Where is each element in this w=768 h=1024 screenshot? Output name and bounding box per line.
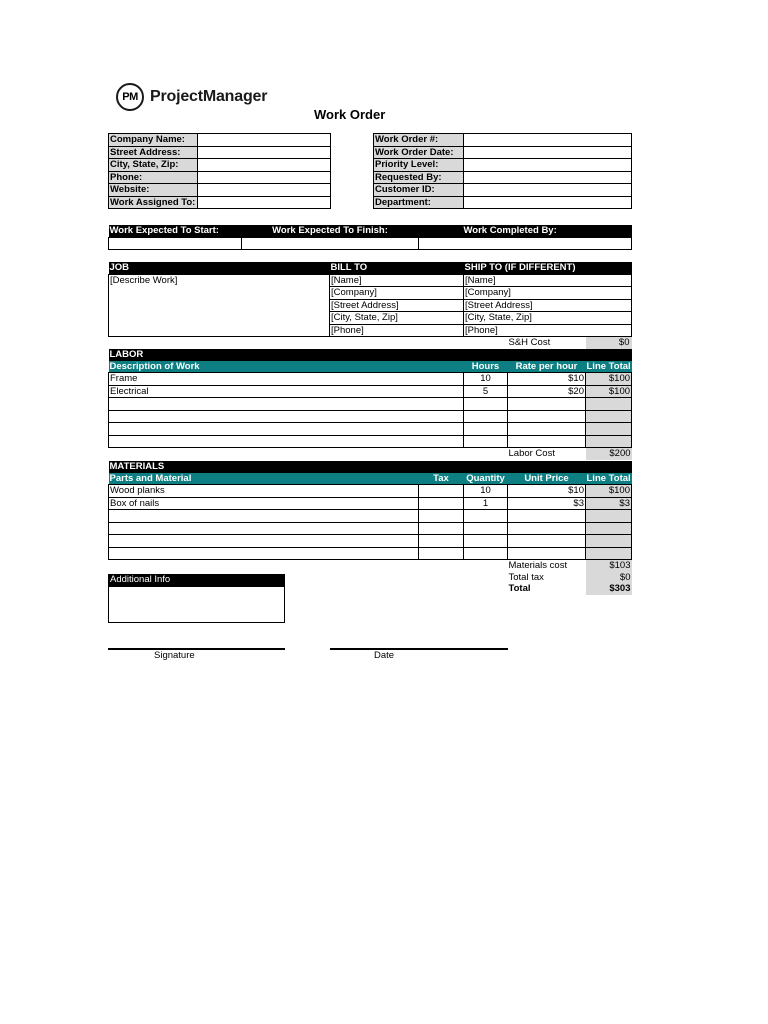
labor-desc-field[interactable] [109, 410, 464, 423]
col-description: Description of Work [109, 361, 464, 373]
bill-to-field[interactable]: [Name] [330, 274, 464, 287]
tax-field[interactable] [419, 510, 464, 523]
labor-rate-field[interactable] [508, 435, 586, 448]
spacer [109, 448, 464, 460]
order-row [374, 196, 632, 209]
parts-field[interactable] [109, 547, 419, 560]
totals-row [109, 560, 632, 572]
quantity-field[interactable] [464, 510, 508, 523]
labor-header-row [109, 349, 632, 361]
spacer [464, 583, 508, 595]
quantity-field[interactable]: 1 [464, 497, 508, 510]
company-label: Street Address: [109, 146, 198, 159]
bill-to-field[interactable]: [Company] [330, 287, 464, 300]
sh-cost-label: S&H Cost [508, 337, 551, 348]
order-value-field[interactable] [464, 196, 632, 209]
spacer [419, 583, 464, 595]
labor-row [109, 435, 632, 448]
quantity-field[interactable]: 10 [464, 485, 508, 498]
company-label: Website: [109, 184, 198, 197]
company-label: Work Assigned To: [109, 196, 198, 209]
spacer [464, 572, 508, 584]
spacer [464, 448, 508, 460]
order-value-field[interactable] [464, 171, 632, 184]
materials-columns-row [109, 473, 632, 485]
job-header: JOB [109, 262, 330, 274]
parts-field[interactable] [109, 510, 419, 523]
labor-hours-field[interactable] [464, 410, 508, 423]
materials-line-total [586, 535, 632, 548]
schedule-table [108, 225, 632, 250]
totals-label: Materials cost [508, 560, 568, 571]
company-value-field[interactable] [198, 146, 331, 159]
date-line [330, 648, 508, 650]
materials-line-total [586, 522, 632, 535]
additional-info-field[interactable] [108, 586, 285, 623]
company-value-field[interactable] [198, 171, 331, 184]
tax-field[interactable] [419, 497, 464, 510]
signature-line [108, 648, 285, 650]
materials-row [109, 535, 632, 548]
sh-cost-row [109, 337, 632, 349]
col-parts: Parts and Material [109, 473, 419, 485]
company-row [109, 159, 331, 172]
company-label: City, State, Zip: [109, 159, 198, 172]
order-row [374, 146, 632, 159]
labor-row [109, 385, 632, 398]
labor-hours-field[interactable] [464, 398, 508, 411]
materials-row [109, 497, 632, 510]
tax-field[interactable] [419, 535, 464, 548]
ship-to-field[interactable]: [Street Address] [464, 299, 632, 312]
materials-row [109, 522, 632, 535]
col-rate: Rate per hour [508, 361, 586, 373]
spacer [464, 560, 508, 572]
order-row [374, 184, 632, 197]
labor-hours-field[interactable]: 10 [464, 373, 508, 386]
col-line-total: Line Total [586, 472, 631, 484]
company-value-field[interactable] [198, 159, 331, 172]
parts-field[interactable]: Wood planks [109, 485, 419, 498]
quantity-field[interactable] [464, 547, 508, 560]
finish-field[interactable] [242, 237, 419, 250]
order-label: Department: [374, 196, 464, 209]
job-header-row [109, 262, 632, 274]
order-row [374, 171, 632, 184]
additional-info [108, 574, 285, 623]
brand-name: ProjectManager [150, 88, 268, 105]
job-description-field[interactable]: [Describe Work] [109, 274, 330, 337]
labor-cost-value: $200 [586, 448, 632, 460]
company-row [109, 146, 331, 159]
finish-label: Work Expected To Finish: [242, 225, 419, 237]
order-value-field[interactable] [464, 146, 632, 159]
parts-field[interactable] [109, 522, 419, 535]
spacer [109, 560, 419, 572]
materials-header: MATERIALS [109, 461, 632, 473]
materials-row [109, 485, 632, 498]
company-row [109, 184, 331, 197]
labor-rate-field[interactable]: $10 [508, 373, 586, 386]
materials-line-total: $100 [586, 485, 632, 498]
labor-desc-field[interactable]: Frame [109, 373, 464, 386]
labor-table [108, 349, 632, 460]
labor-row [109, 398, 632, 411]
materials-row [109, 510, 632, 523]
page-title: Work Order [314, 107, 386, 122]
brand-logo [116, 80, 267, 114]
labor-line-total [586, 423, 632, 436]
parts-field[interactable] [109, 535, 419, 548]
additional-info-header: Additional Info [108, 574, 285, 586]
order-value-field[interactable] [464, 134, 632, 147]
quantity-field[interactable] [464, 522, 508, 535]
unit-price-field[interactable] [508, 510, 586, 523]
labor-line-total [586, 410, 632, 423]
bill-to-field[interactable]: [Phone] [330, 324, 464, 337]
labor-hours-field[interactable] [464, 423, 508, 436]
labor-row [109, 423, 632, 436]
col-hours: Hours [464, 361, 508, 373]
materials-row [109, 547, 632, 560]
pm-logo-icon: PM [116, 83, 144, 111]
totals-value: $103 [586, 560, 632, 572]
labor-cost-row [109, 448, 632, 460]
job-row [109, 274, 632, 287]
labor-desc-field[interactable] [109, 435, 464, 448]
labor-hours-field[interactable]: 5 [464, 385, 508, 398]
quantity-field[interactable] [464, 535, 508, 548]
order-value-field[interactable] [464, 184, 632, 197]
bill-to-field[interactable]: [Street Address] [330, 299, 464, 312]
labor-rate-field[interactable]: $20 [508, 385, 586, 398]
labor-line-total: $100 [586, 385, 632, 398]
labor-desc-field[interactable]: Electrical [109, 385, 464, 398]
order-label: Work Order Date: [374, 146, 464, 159]
ship-to-field[interactable]: [City, State, Zip] [464, 312, 632, 325]
labor-rate-field[interactable] [508, 423, 586, 436]
labor-columns-row [109, 361, 632, 373]
unit-price-field[interactable] [508, 547, 586, 560]
ship-to-field[interactable]: [Name] [464, 274, 632, 287]
date-label: Date [374, 650, 395, 661]
sh-cost-value: $0 [586, 337, 632, 349]
labor-row [109, 410, 632, 423]
col-quantity: Quantity [464, 473, 508, 485]
company-value-field[interactable] [198, 196, 331, 209]
spacer [419, 572, 464, 584]
ship-to-field[interactable]: [Company] [464, 287, 632, 300]
signature-label: Signature [154, 650, 195, 661]
materials-header-row [109, 461, 632, 473]
company-label: Phone: [109, 171, 198, 184]
tax-field[interactable] [419, 522, 464, 535]
order-label: Requested By: [374, 171, 464, 184]
labor-cost-label: Labor Cost [508, 448, 555, 459]
spacer [109, 337, 330, 349]
totals-label: Total [508, 583, 531, 594]
completed-label: Work Completed By: [419, 225, 632, 237]
col-line-total: Line Total [586, 360, 631, 372]
totals-value: $303 [586, 583, 632, 595]
job-table [108, 262, 632, 349]
unit-price-field[interactable] [508, 535, 586, 548]
unit-price-field[interactable]: $10 [508, 485, 586, 498]
company-row [109, 134, 331, 147]
unit-price-field[interactable] [508, 522, 586, 535]
company-row [109, 171, 331, 184]
labor-desc-field[interactable] [109, 398, 464, 411]
tax-field[interactable] [419, 485, 464, 498]
start-field[interactable] [109, 237, 242, 250]
col-tax: Tax [419, 473, 464, 485]
ship-to-header: SHIP TO (IF DIFFERENT) [464, 262, 632, 274]
company-info-table [108, 133, 331, 209]
labor-row [109, 373, 632, 386]
ship-to-field[interactable]: [Phone] [464, 324, 632, 337]
tax-field[interactable] [419, 547, 464, 560]
order-row [374, 134, 632, 147]
spacer [419, 560, 464, 572]
company-label: Company Name: [109, 134, 198, 147]
order-label: Priority Level: [374, 159, 464, 172]
labor-line-total [586, 435, 632, 448]
order-label: Customer ID: [374, 184, 464, 197]
spacer [330, 337, 464, 349]
labor-rate-field[interactable] [508, 398, 586, 411]
company-value-field[interactable] [198, 134, 331, 147]
unit-price-field[interactable]: $3 [508, 497, 586, 510]
order-row [374, 159, 632, 172]
parts-field[interactable]: Box of nails [109, 497, 419, 510]
labor-header: LABOR [109, 349, 632, 361]
materials-line-total [586, 510, 632, 523]
materials-line-total: $3 [586, 497, 632, 510]
bill-to-field[interactable]: [City, State, Zip] [330, 312, 464, 325]
labor-line-total [586, 398, 632, 411]
labor-hours-field[interactable] [464, 435, 508, 448]
order-value-field[interactable] [464, 159, 632, 172]
company-row [109, 196, 331, 209]
totals-value: $0 [586, 572, 632, 584]
start-label: Work Expected To Start: [109, 225, 242, 237]
sh-cost-cell [464, 337, 632, 349]
bill-to-header: BILL TO [330, 262, 464, 274]
col-unit-price: Unit Price [508, 473, 586, 485]
order-label: Work Order #: [374, 134, 464, 147]
labor-line-total: $100 [586, 373, 632, 386]
order-info-table [373, 133, 632, 209]
completed-field[interactable] [419, 237, 632, 250]
totals-label: Total tax [508, 571, 544, 583]
materials-line-total [586, 547, 632, 560]
labor-desc-field[interactable] [109, 423, 464, 436]
labor-rate-field[interactable] [508, 410, 586, 423]
company-value-field[interactable] [198, 184, 331, 197]
